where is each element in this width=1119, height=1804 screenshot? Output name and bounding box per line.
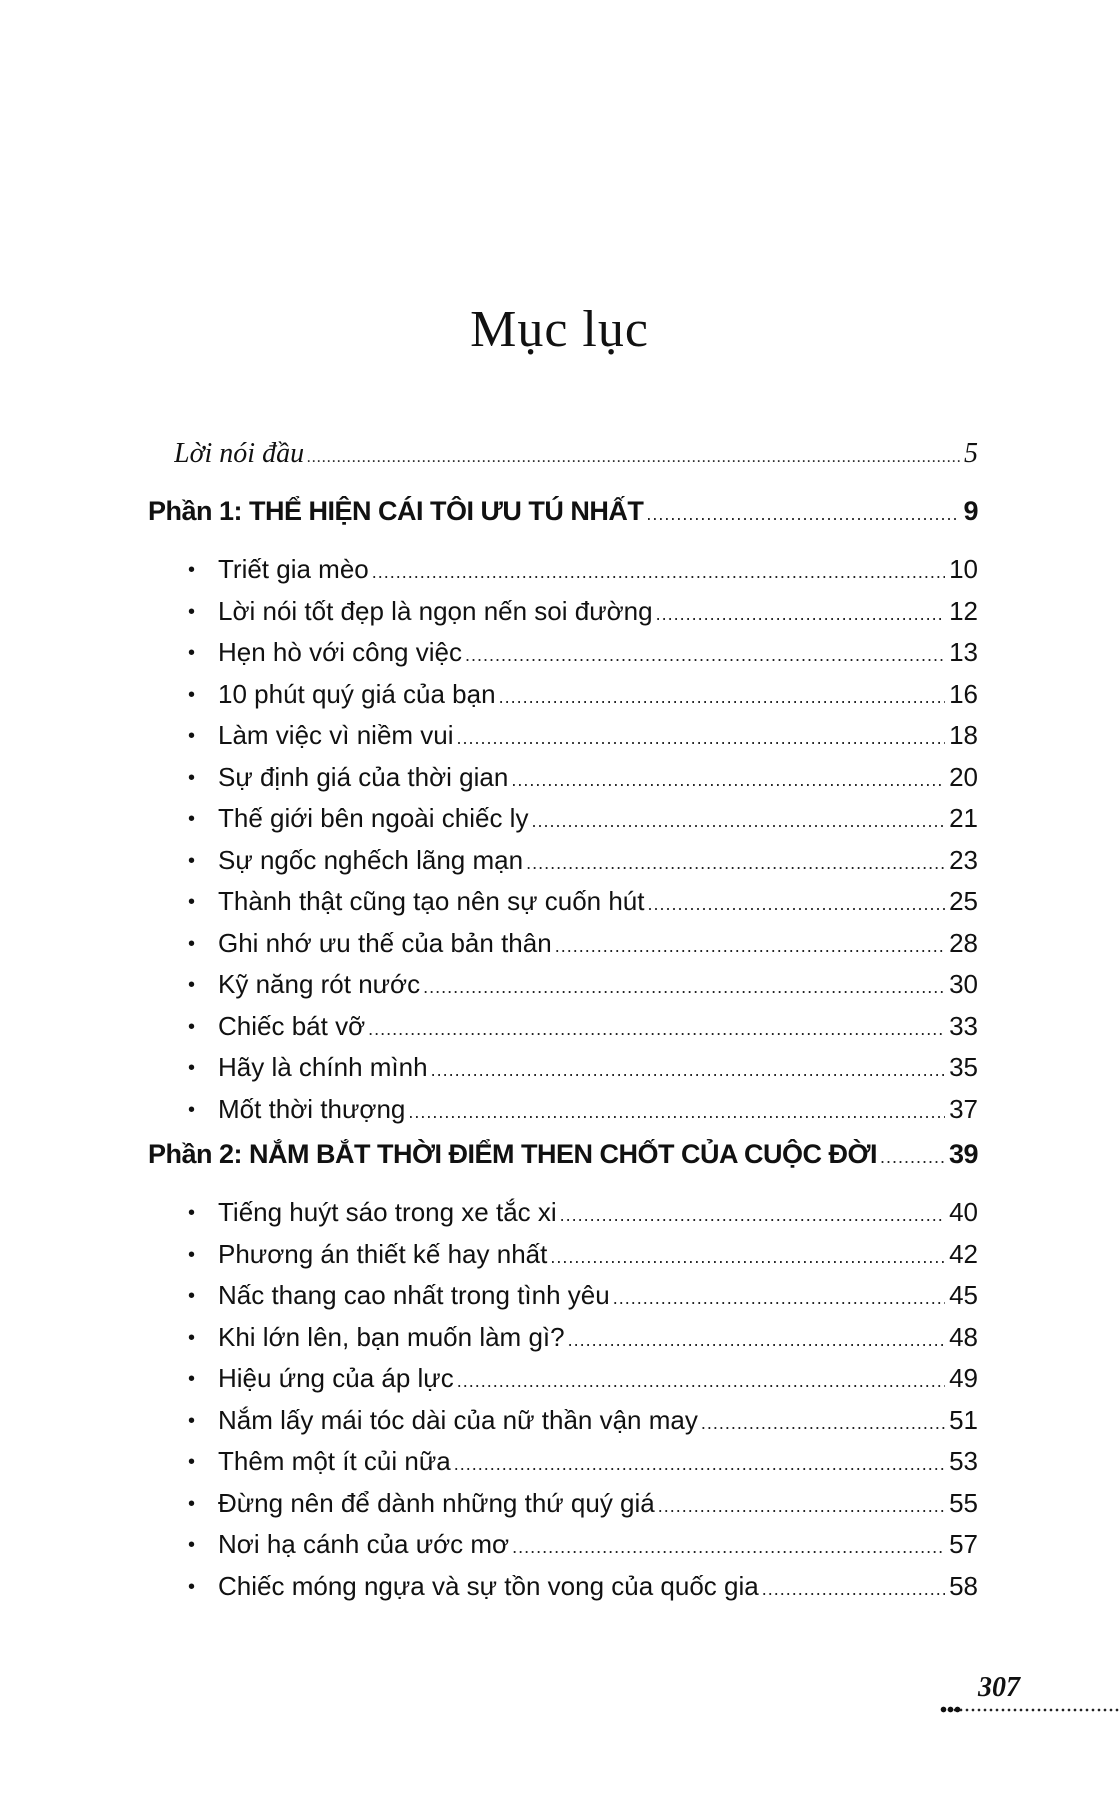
toc-entry-label: Lời nói đầu	[174, 438, 305, 469]
toc-entry-label: Triết gia mèo	[218, 554, 369, 584]
toc-entry[interactable]	[188, 928, 978, 970]
bullet-icon: •	[188, 974, 196, 996]
bullet-icon: •	[188, 932, 196, 955]
part-1-section	[148, 496, 978, 1135]
dot-leader	[880, 1147, 945, 1168]
toc-entry-label: Đừng nên để dành những thứ quý giá	[218, 1487, 655, 1518]
toc-entry[interactable]	[188, 596, 978, 638]
toc-entry[interactable]	[188, 1052, 978, 1094]
toc-entry-label: Sự ngốc nghếch lãng mạn	[218, 844, 524, 875]
footer-rule-bullets	[940, 1706, 962, 1713]
bullet-icon: •	[188, 849, 196, 872]
toc-entry-page: 53	[949, 1446, 978, 1476]
toc-entry[interactable]	[188, 637, 978, 679]
toc-entry-page: 10	[949, 554, 978, 584]
toc-entry-page: 23	[949, 844, 978, 875]
toc-entry-page: 18	[949, 720, 978, 750]
toc-entry[interactable]	[188, 1011, 978, 1053]
toc-entry-label: Hiệu ứng của áp lực	[218, 1363, 454, 1393]
bullet-icon: •	[188, 642, 196, 664]
page-footer	[940, 1672, 1119, 1722]
toc-entry-label: Nơi hạ cánh của ước mơ	[218, 1529, 510, 1559]
toc-entry-page: 30	[949, 969, 978, 999]
toc-entry-page: 28	[949, 927, 978, 958]
toc-entry-page: 16	[949, 678, 978, 709]
bullet-icon: •	[188, 766, 196, 789]
toc-entry[interactable]	[188, 720, 978, 762]
toc-entry-page: 13	[949, 637, 978, 667]
dot-leader	[408, 1102, 945, 1123]
dot-leader	[431, 1060, 946, 1081]
toc-entry-preface[interactable]	[174, 438, 978, 492]
footer-dotted-rule	[940, 1708, 1119, 1712]
toc-part-heading[interactable]	[148, 496, 978, 554]
bullet-icon: •	[188, 808, 196, 830]
toc-entry-page: 5	[964, 438, 978, 469]
toc-entry-label: Ghi nhớ ưu thế của bản thân	[218, 927, 552, 958]
dot-leader	[372, 562, 945, 583]
toc-entry[interactable]	[188, 762, 978, 804]
dot-leader	[531, 811, 945, 832]
toc-entry-label: Hẹn hò với công việc	[218, 637, 462, 667]
toc-entry[interactable]	[188, 803, 978, 845]
toc-entry-label: Khi lớn lên, bạn muốn làm gì?	[218, 1321, 565, 1352]
bullet-icon: •	[188, 1243, 196, 1266]
toc-entry[interactable]	[188, 1197, 978, 1239]
toc-entry-label: Làm việc vì niềm vui	[218, 720, 454, 750]
dot-leader	[658, 1496, 945, 1517]
toc-entry-page: 33	[949, 1010, 978, 1041]
toc-entry-label: Thêm một ít củi nữa	[218, 1446, 451, 1476]
toc-entry-page: 45	[949, 1280, 978, 1310]
dot-leader	[457, 1371, 945, 1392]
bullet-icon: •	[188, 559, 196, 581]
part-heading-label: Phần 1: THỂ HIỆN CÁI TÔI ƯU TÚ NHẤT	[148, 496, 644, 526]
bullet-icon: •	[188, 1492, 196, 1515]
bullet-icon: •	[188, 1451, 196, 1473]
toc-entry-page: 55	[949, 1487, 978, 1518]
dot-leader	[511, 770, 945, 791]
bullet-icon: •	[188, 1057, 196, 1079]
bullet-icon: •	[188, 1534, 196, 1556]
toc-entry-page: 40	[949, 1197, 978, 1227]
dot-leader	[656, 604, 945, 625]
bullet-icon: •	[188, 1285, 196, 1307]
toc-entry[interactable]	[188, 554, 978, 596]
table-of-contents	[148, 438, 978, 1612]
toc-entry[interactable]	[188, 1363, 978, 1405]
dot-leader	[568, 1330, 945, 1351]
dot-leader	[457, 728, 946, 749]
toc-entry-page: 20	[949, 761, 978, 792]
dot-leader	[555, 936, 945, 957]
bullet-icon: •	[188, 1015, 196, 1038]
toc-entry-label: Chiếc móng ngựa và sự tồn vong của quốc gia	[218, 1570, 759, 1601]
toc-entry-page: 48	[949, 1321, 978, 1352]
toc-entry[interactable]	[188, 1094, 978, 1136]
toc-entry[interactable]	[188, 969, 978, 1011]
toc-entry-label: Phương án thiết kế hay nhất	[218, 1238, 548, 1269]
dot-leader	[526, 853, 945, 874]
dot-leader	[499, 687, 946, 708]
toc-entry[interactable]	[188, 1488, 978, 1530]
toc-entry[interactable]	[188, 1322, 978, 1364]
toc-entry-label: 10 phút quý giá của bạn	[218, 678, 496, 709]
bullet-icon: •	[188, 1202, 196, 1224]
dot-leader	[701, 1413, 945, 1434]
toc-entry-page: 42	[949, 1238, 978, 1269]
part-2-section	[148, 1139, 978, 1612]
toc-entry-page: 49	[949, 1363, 978, 1393]
dot-leader	[762, 1579, 945, 1600]
toc-entry[interactable]	[188, 845, 978, 887]
bullet-icon: •	[188, 1368, 196, 1390]
toc-entry-label: Sự định giá của thời gian	[218, 761, 509, 792]
toc-entry[interactable]	[188, 679, 978, 721]
dot-leader	[307, 449, 960, 467]
toc-entry[interactable]	[188, 1280, 978, 1322]
toc-entry-page: 57	[949, 1529, 978, 1559]
dot-leader	[423, 977, 945, 998]
toc-entry-page: 51	[949, 1404, 978, 1435]
bullet-icon: •	[188, 683, 196, 706]
toc-entry[interactable]	[188, 1239, 978, 1281]
dot-leader	[454, 1454, 945, 1475]
toc-entry-label: Nắm lấy mái tóc dài của nữ thần vận may	[218, 1404, 698, 1435]
part-heading-label: Phần 2: NẮM BẮT THỜI ĐIỂM THEN CHỐT CỦA CUỘC ĐỜI	[148, 1139, 878, 1169]
bullet-icon: •	[188, 1575, 196, 1598]
toc-entry[interactable]	[188, 886, 978, 928]
toc-part-heading[interactable]	[148, 1139, 978, 1197]
toc-entry[interactable]	[188, 1571, 978, 1613]
toc-entry-page: 37	[949, 1093, 978, 1124]
toc-entry-page: 21	[949, 803, 978, 833]
toc-entry-label: Lời nói tốt đẹp là ngọn nến soi đường	[218, 595, 653, 626]
bullet-icon: •	[188, 1409, 196, 1432]
bullet-icon: •	[188, 1326, 196, 1349]
dot-leader	[613, 1288, 945, 1309]
toc-entry-label: Hãy là chính mình	[218, 1052, 428, 1082]
bullet-icon: •	[188, 600, 196, 623]
part-heading-page: 9	[963, 496, 978, 526]
toc-entry-page: 12	[949, 595, 978, 626]
toc-entry-label: Thành thật cũng tạo nên sự cuốn hút	[218, 886, 645, 916]
bullet-icon: •	[188, 891, 196, 913]
dot-leader	[465, 645, 945, 666]
toc-entry-page: 25	[949, 886, 978, 916]
toc-entry-label: Tiếng huýt sáo trong xe tắc xi	[218, 1197, 557, 1227]
bullet-icon: •	[188, 1098, 196, 1121]
page-title: Mục lục	[470, 301, 649, 358]
toc-entry-page: 35	[949, 1052, 978, 1082]
toc-entry[interactable]	[188, 1405, 978, 1447]
toc-entry-label: Nấc thang cao nhất trong tình yêu	[218, 1280, 610, 1310]
toc-entry-label: Chiếc bát vỡ	[218, 1010, 366, 1041]
dot-leader	[560, 1205, 945, 1226]
dot-leader	[550, 1247, 945, 1268]
toc-entry-label: Mốt thời thượng	[218, 1093, 406, 1124]
bullet-icon: •	[188, 725, 196, 747]
toc-entry[interactable]	[188, 1529, 978, 1571]
toc-entry-page: 58	[949, 1570, 978, 1601]
toc-entry[interactable]	[188, 1446, 978, 1488]
dot-leader	[512, 1537, 945, 1558]
dot-leader	[646, 504, 959, 525]
toc-entry-label: Kỹ năng rót nước	[218, 969, 421, 999]
part-heading-page: 39	[948, 1139, 978, 1169]
dot-leader	[368, 1019, 945, 1040]
dot-leader	[648, 894, 946, 915]
toc-entry-label: Thế giới bên ngoài chiếc ly	[218, 803, 529, 833]
page-number: 307	[978, 1672, 1020, 1703]
